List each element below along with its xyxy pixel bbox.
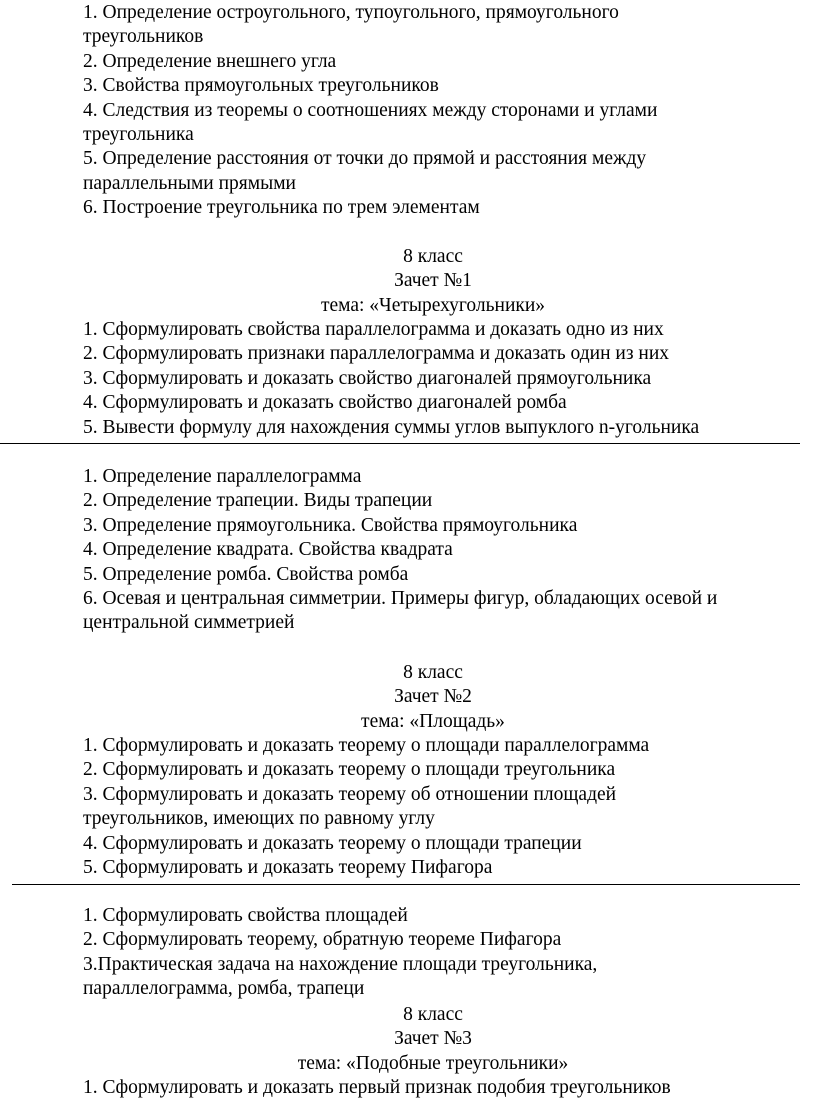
grade-heading: 8 класс <box>403 246 463 267</box>
list-item: 2. Определение трапеции. Виды трапеции <box>83 490 433 512</box>
test2-definitions <box>83 904 783 1002</box>
list-item: 5. Определение ромба. Свойства ромба <box>83 563 409 585</box>
list-item: 2. Сформулировать теорему, обратную теореме Пифагора <box>83 929 562 951</box>
divider-line <box>12 884 800 885</box>
list-item: 3.Практическая задача на нахождение площади треугольника, <box>83 953 598 975</box>
test2-questions <box>83 734 783 880</box>
list-item: 1. Определение остроугольного, тупоугольного, прямоугольного <box>83 2 619 23</box>
list-item: 4. Сформулировать и доказать теорему о площади трапеции <box>83 832 582 854</box>
test-topic: тема: «Четырехугольники» <box>320 294 546 316</box>
divider-line <box>0 443 800 444</box>
list-item: параллельными прямыми <box>83 172 296 194</box>
grade-heading: 8 класс <box>403 1004 463 1025</box>
list-item: 4. Следствия из теоремы о соотношениях между сторонами и углами <box>83 99 658 121</box>
list-item: 1. Сформулировать свойства площадей <box>83 905 408 926</box>
list-item: центральной симметрией <box>83 612 295 634</box>
list-item: 3. Определение прямоугольника. Свойства прямоугольника <box>83 514 578 536</box>
list-item: 1. Сформулировать и доказать теорему о площади параллелограмма <box>83 735 650 756</box>
list-item: 1. Определение параллелограмма <box>83 466 362 487</box>
list-item: треугольников <box>83 26 204 48</box>
list-item: 5. Определение расстояния от точки до прямой и расстояния между <box>83 148 647 170</box>
list-item: 1. Сформулировать и доказать первый признак подобия треугольников <box>83 1077 671 1098</box>
list-item: 5. Сформулировать и доказать теорему Пифагора <box>83 857 493 879</box>
test-title: Зачет №2 <box>394 686 472 708</box>
list-item: 6. Построение треугольника по трем элементам <box>83 197 480 219</box>
list-item: 4. Сформулировать и доказать свойство диагоналей ромба <box>83 392 567 414</box>
grade-heading: 8 класс <box>403 662 463 683</box>
list-item: 2. Определение внешнего угла <box>83 50 337 72</box>
test-title: Зачет №3 <box>394 1028 472 1050</box>
list-item: 2. Сформулировать и доказать теорему о площади треугольника <box>83 759 616 781</box>
list-item: треугольников, имеющих по равному углу <box>83 808 435 830</box>
list-item: 1. Сформулировать свойства параллелограмма и доказать одно из них <box>83 319 664 340</box>
test-topic: тема: «Подобные треугольники» <box>297 1052 569 1074</box>
test-title: Зачет №1 <box>394 270 472 292</box>
list-item: 3. Сформулировать и доказать теорему об отношении площадей <box>83 783 617 805</box>
test1-questions <box>83 318 783 440</box>
list-item: 3. Свойства прямоугольных треугольников <box>83 75 439 97</box>
list-item: 3. Сформулировать и доказать свойство диагоналей прямоугольника <box>83 367 652 389</box>
list-item: 5. Вывести формулу для нахождения суммы углов выпуклого n-угольника <box>83 416 700 438</box>
test1-header <box>83 245 783 318</box>
list-item: 6. Осевая и центральная симметрии. Примеры фигур, обладающих осевой и <box>83 588 718 610</box>
list-item: 2. Сформулировать признаки параллелограмма и доказать один из них <box>83 343 670 365</box>
test2-header <box>83 661 783 734</box>
list-item: 4. Определение квадрата. Свойства квадрата <box>83 539 453 561</box>
list-item: параллелограмма, ромба, трапеци <box>83 978 365 1000</box>
test1-definitions <box>83 465 783 636</box>
test-topic: тема: «Площадь» <box>361 710 505 732</box>
test3-header <box>83 1003 783 1076</box>
list-item: треугольника <box>83 124 194 146</box>
section1-list <box>83 1 783 221</box>
test3-questions <box>83 1076 783 1100</box>
